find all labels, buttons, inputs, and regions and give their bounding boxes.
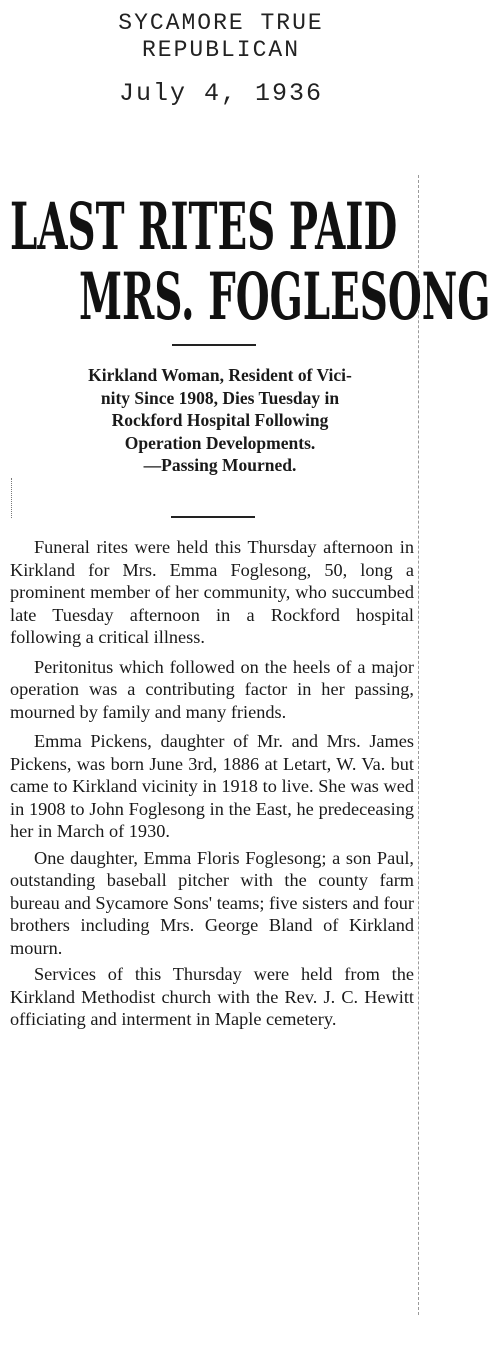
masthead	[0, 10, 442, 107]
headline-line1: LAST RITES PAID	[10, 188, 398, 265]
newspaper-name-line2: REPUBLICAN	[141, 37, 301, 63]
deck-line: —Passing Mourned.	[143, 455, 297, 475]
margin-mark	[11, 478, 13, 518]
article-paragraph: Emma Pickens, daughter of Mr. and Mrs. James Pickens, was born June 3rd, 1886 at Letart, W. Va. but came to Kirkland vicinity in 1918 to live. She was wed in 1908 to John Foglesong in the East, he predeceasing her in March of 1930.	[10, 731, 414, 841]
deck-line: nity Since 1908, Dies Tuesday in	[100, 387, 340, 408]
divider-rule	[172, 344, 256, 346]
newspaper-name-line1: SYCAMORE TRUE	[118, 10, 324, 36]
article-paragraph: Peritonitus which followed on the heels of a major operation was a contributing factor in her passing, mourned by family and many friends.	[10, 656, 414, 722]
column-edge-mark	[418, 175, 420, 1315]
headline-line2: MRS. FOGLESONG	[79, 258, 490, 335]
article-body	[10, 536, 414, 1038]
divider-rule	[171, 516, 255, 518]
deck-line: Kirkland Woman, Resident of Vici-	[88, 365, 352, 385]
article-paragraph: One daughter, Emma Floris Foglesong; a son Paul, outstanding baseball pitcher with the county farm bureau and Sycamore Sons' teams; five sisters and four brothers including Mrs. George Bland of Kirkland mourn.	[10, 847, 414, 958]
deck-line: Operation Developments.	[124, 432, 316, 453]
subheadline-deck	[8, 364, 432, 477]
publication-date: July 4, 1936	[118, 79, 324, 108]
article-paragraph: Services of this Thursday were held from the Kirkland Methodist church with the Rev. J. C. Hewitt officiating and interment in Maple cemetery.	[10, 964, 414, 1029]
deck-line: Rockford Hospital Following	[111, 410, 329, 430]
article-paragraph: Funeral rites were held this Thursday afternoon in Kirkland for Mrs. Emma Foglesong, 50, long a prominent member of her community, who succumbed late Tuesday afternoon in a Rockford hospital following a critical illness.	[10, 537, 414, 647]
